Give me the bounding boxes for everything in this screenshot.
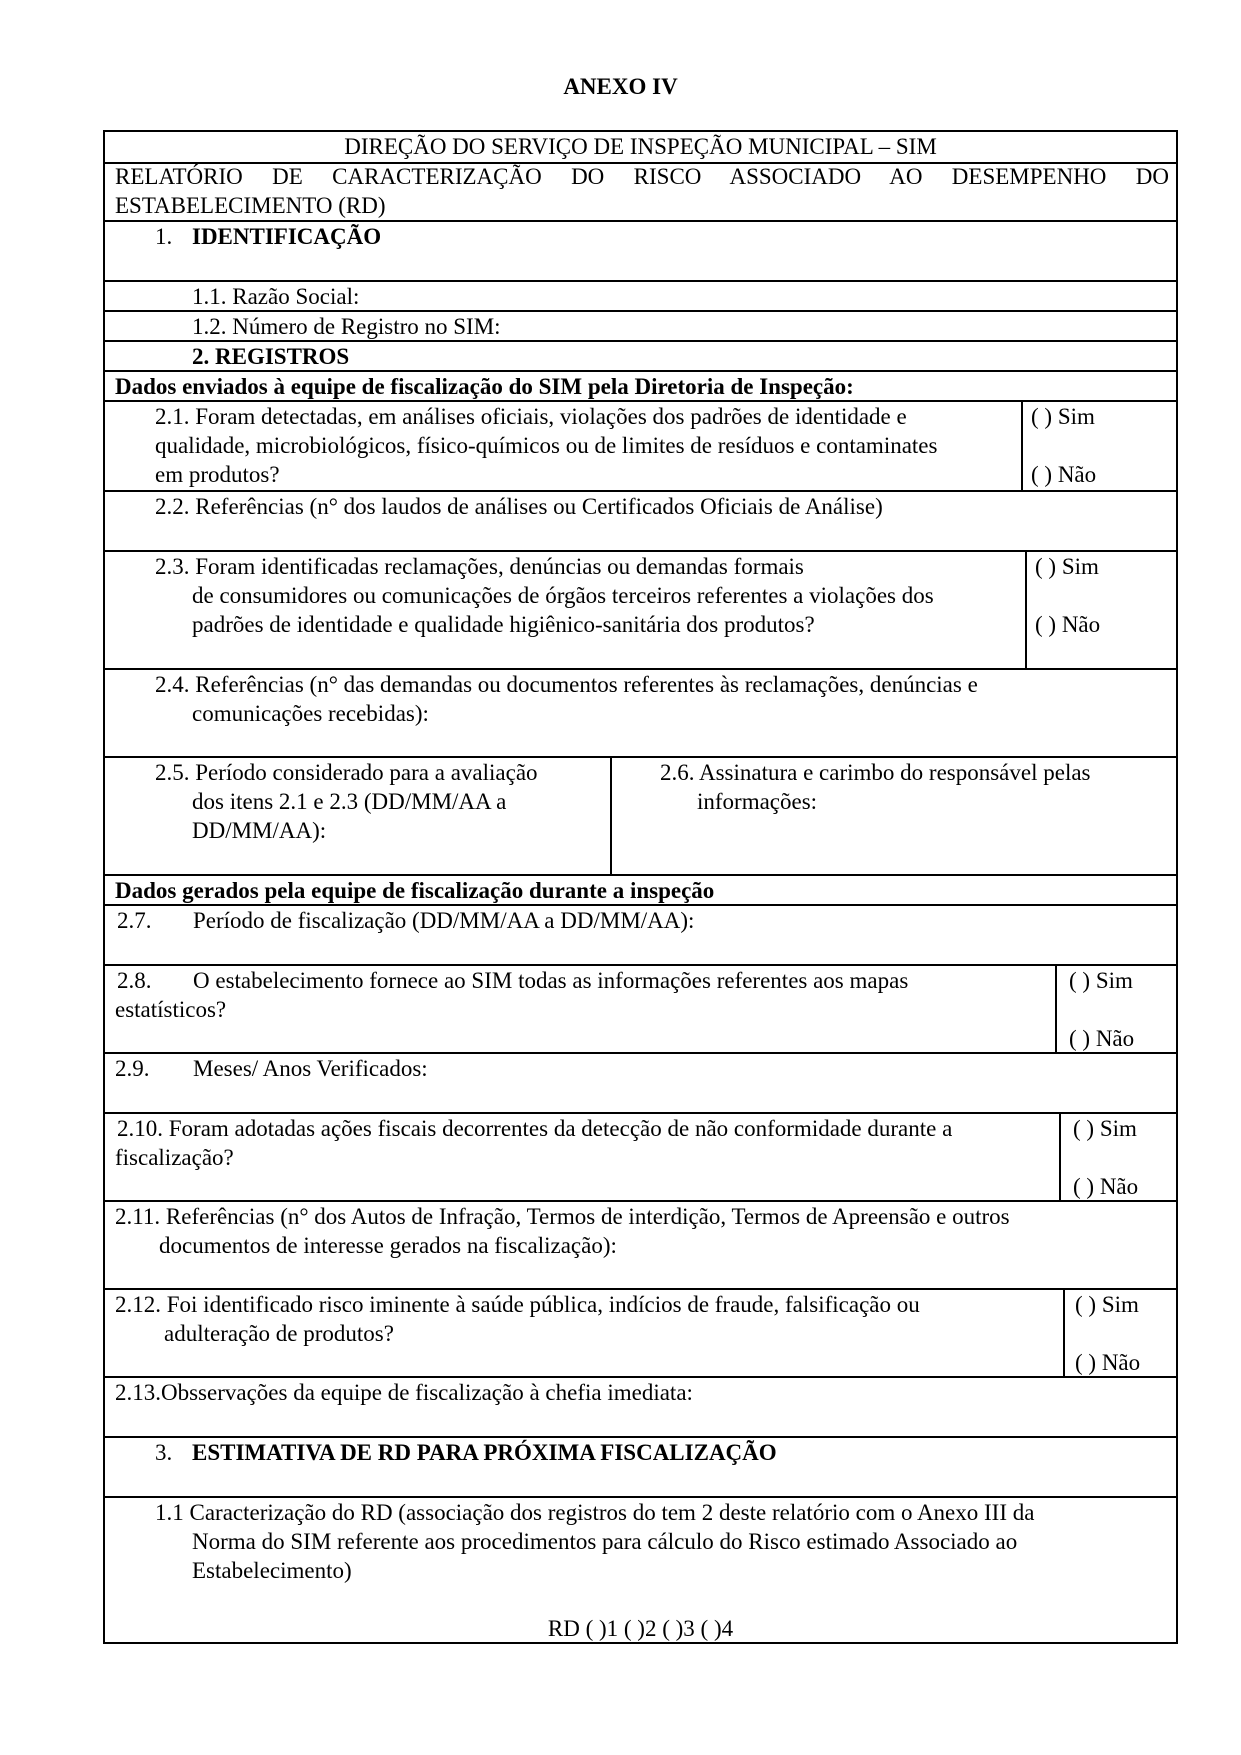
section3-title: ESTIMATIVA DE RD PARA PRÓXIMA FISCALIZAÇÃO — [192, 1440, 777, 1465]
generated-data-heading: Dados gerados pela equipe de fiscalização durante a inspeção — [115, 878, 715, 903]
sent-data-heading: Dados enviados à equipe de fiscalização do SIM pela Diretoria de Inspeção: — [115, 374, 854, 399]
q2-1-nao-checkbox[interactable]: ( ) Não — [1031, 462, 1097, 487]
report-title-line2: ESTABELECIMENTO (RD) — [115, 193, 386, 218]
q2-3-sim-checkbox[interactable]: ( ) Sim — [1035, 554, 1099, 579]
report-title-line1: RELATÓRIO DE CARACTERIZAÇÃO DO RISCO ASSOCIADO AO DESEMPENHO DO — [115, 164, 1169, 189]
q2-10-line1: 2.10. Foram adotadas ações fiscais decorrentes da detecção de não conformidade durante a — [117, 1116, 953, 1141]
divider — [1021, 400, 1023, 490]
q2-5-line3: DD/MM/AA): — [192, 818, 327, 843]
q2-4-line2: comunicações recebidas): — [192, 701, 429, 726]
divider — [610, 756, 612, 874]
q2-3-line3: padrões de identidade e qualidade higiênico-sanitária dos produtos? — [192, 612, 815, 637]
rd-item-line3: Estabelecimento) — [192, 1558, 352, 1583]
q2-7-label: Período de fiscalização (DD/MM/AA a DD/MM/AA): — [193, 908, 695, 933]
q2-3-line1: 2.3. Foram identificadas reclamações, denúncias ou demandas formais — [155, 554, 804, 579]
q2-1-sim-checkbox[interactable]: ( ) Sim — [1031, 404, 1095, 429]
form-sheet — [103, 130, 1178, 1644]
q2-7-number: 2.7. — [117, 908, 152, 933]
divider — [1063, 1288, 1065, 1376]
annex-title: ANEXO IV — [563, 74, 678, 99]
section2-title: 2. REGISTROS — [192, 344, 350, 369]
q2-6-line2: informações: — [697, 789, 818, 814]
section1-title: IDENTIFICAÇÃO — [192, 224, 382, 249]
razao-social-label: 1.1. Razão Social: — [192, 284, 360, 309]
q2-12-nao-checkbox[interactable]: ( ) Não — [1075, 1350, 1141, 1375]
divider — [1025, 550, 1027, 668]
registro-label: 1.2. Número de Registro no SIM: — [192, 314, 501, 339]
section3-number: 3. — [155, 1440, 173, 1465]
divider — [1055, 964, 1057, 1052]
q2-9-number: 2.9. — [115, 1056, 150, 1081]
q2-4-line1: 2.4. Referências (n° das demandas ou documentos referentes às reclamações, denúncias e — [155, 672, 978, 697]
rd-options[interactable]: RD ( )1 ( )2 ( )3 ( )4 — [547, 1616, 734, 1641]
q2-9-label: Meses/ Anos Verificados: — [193, 1056, 428, 1081]
divider — [1059, 1112, 1061, 1200]
rd-item-line2: Norma do SIM referente aos procedimentos para cálculo do Risco estimado Associado ao — [192, 1529, 1018, 1554]
q2-13-label: 2.13.Obsservações da equipe de fiscalização à chefia imediata: — [115, 1380, 693, 1405]
q2-8-nao-checkbox[interactable]: ( ) Não — [1069, 1026, 1135, 1051]
q2-3-line2: de consumidores ou comunicações de órgãos terceiros referentes a violações dos — [192, 583, 934, 608]
q2-2-label: 2.2. Referências (n° dos laudos de análises ou Certificados Oficiais de Análise) — [155, 494, 883, 519]
q2-8-number: 2.8. — [117, 968, 152, 993]
section1-number: 1. — [155, 224, 173, 249]
q2-6-line1: 2.6. Assinatura e carimbo do responsável pelas — [660, 760, 1091, 785]
q2-5-line1: 2.5. Período considerado para a avaliação — [155, 760, 538, 785]
q2-1-line1: 2.1. Foram detectadas, em análises oficiais, violações dos padrões de identidade e — [155, 404, 907, 429]
rd-item-line1: 1.1 Caracterização do RD (associação dos registros do tem 2 deste relatório com o Anexo III da — [155, 1500, 1035, 1525]
q2-10-sim-checkbox[interactable]: ( ) Sim — [1073, 1116, 1137, 1141]
q2-8-line2: estatísticos? — [115, 997, 227, 1022]
q2-3-nao-checkbox[interactable]: ( ) Não — [1035, 612, 1101, 637]
q2-12-line2: adulteração de produtos? — [164, 1321, 394, 1346]
q2-1-line3: em produtos? — [155, 462, 280, 487]
q2-12-sim-checkbox[interactable]: ( ) Sim — [1075, 1292, 1139, 1317]
q2-10-line2: fiscalização? — [115, 1145, 234, 1170]
q2-10-nao-checkbox[interactable]: ( ) Não — [1073, 1174, 1139, 1199]
q2-11-line1: 2.11. Referências (n° dos Autos de Infração, Termos de interdição, Termos de Apreensão e outros — [115, 1204, 1010, 1229]
q2-1-line2: qualidade, microbiológicos, físico-químicos ou de limites de resíduos e contaminates — [155, 433, 938, 458]
agency-title: DIREÇÃO DO SERVIÇO DE INSPEÇÃO MUNICIPAL – SIM — [344, 134, 937, 159]
q2-11-line2: documentos de interesse gerados na fiscalização): — [159, 1233, 617, 1258]
q2-8-line1: O estabelecimento fornece ao SIM todas as informações referentes aos mapas — [193, 968, 909, 993]
q2-8-sim-checkbox[interactable]: ( ) Sim — [1069, 968, 1133, 993]
q2-5-line2: dos itens 2.1 e 2.3 (DD/MM/AA a — [192, 789, 507, 814]
q2-12-line1: 2.12. Foi identificado risco iminente à saúde pública, indícios de fraude, falsificação ou — [115, 1292, 920, 1317]
